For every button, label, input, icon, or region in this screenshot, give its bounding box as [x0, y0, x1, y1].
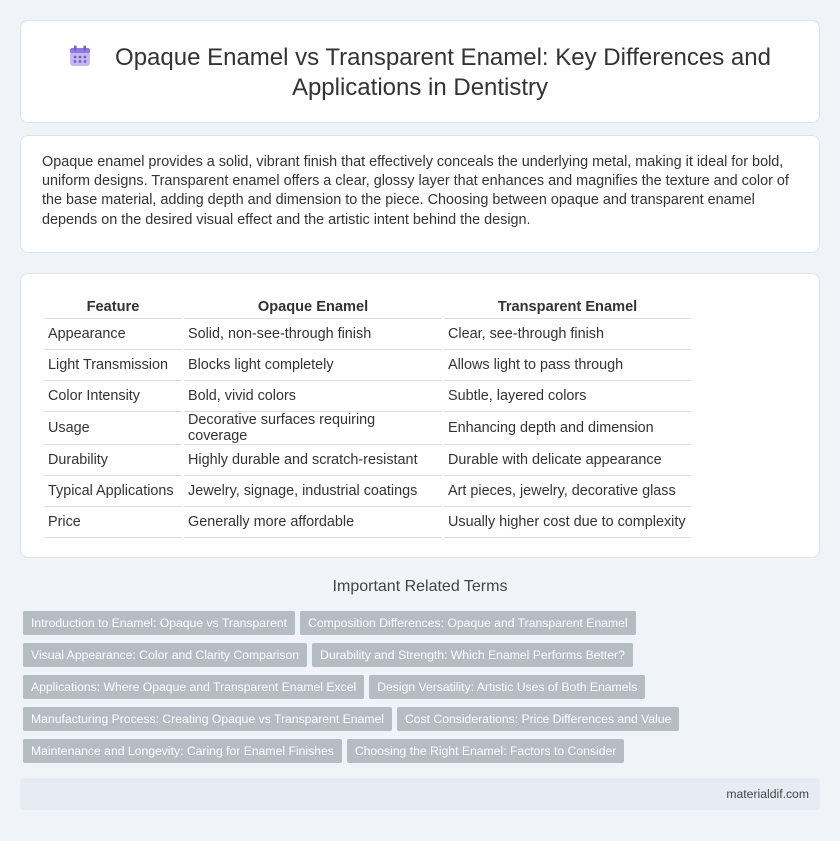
table-row [44, 412, 691, 445]
table-cell: Jewelry, signage, industrial coatings [184, 476, 442, 507]
table-row [44, 445, 691, 476]
table-row [44, 319, 691, 350]
column-header: Transparent Enamel [444, 296, 691, 319]
table-row [44, 350, 691, 381]
table-cell: Solid, non-see-through finish [184, 319, 442, 350]
column-header: Opaque Enamel [184, 296, 442, 319]
tag-row [23, 611, 803, 643]
table-cell: Subtle, layered colors [444, 381, 691, 412]
table-cell: Clear, see-through finish [444, 319, 691, 350]
table-cell: Decorative surfaces requiring coverage [184, 412, 442, 445]
table-cell: Price [44, 507, 182, 538]
related-term-tag[interactable]: Applications: Where Opaque and Transparent Enamel Excel [23, 675, 364, 699]
intro-paragraph: Opaque enamel provides a solid, vibrant finish that effectively conceals the underlying metal, making it ideal for bold, uniform designs. Transparent enamel offers a clear, glossy layer that enhances and magnifies the texture and color of the base material, adding depth and dimension to the piece. Choosing between opaque and transparent enamel depends on the desired visual effect and the artistic intent behind the design. [42, 154, 789, 228]
footer-site-link[interactable]: materialdif.com [726, 787, 809, 801]
table-row [44, 476, 691, 507]
table-cell: Bold, vivid colors [184, 381, 442, 412]
tag-row [23, 675, 803, 707]
table-cell: Enhancing depth and dimension [444, 412, 691, 445]
table-cell: Highly durable and scratch-resistant [184, 445, 442, 476]
table-row [44, 381, 691, 412]
page-title [21, 43, 819, 103]
table-cell: Art pieces, jewelry, decorative glass [444, 476, 691, 507]
header-card [20, 20, 820, 123]
related-term-tag[interactable]: Visual Appearance: Color and Clarity Comparison [23, 643, 307, 667]
tag-row [23, 643, 803, 675]
table-cell: Durable with delicate appearance [444, 445, 691, 476]
comparison-card [20, 273, 820, 558]
table-cell: Usually higher cost due to complexity [444, 507, 691, 538]
related-term-tag[interactable]: Durability and Strength: Which Enamel Performs Better? [312, 643, 633, 667]
table-cell: Light Transmission [44, 350, 182, 381]
related-terms-heading: Important Related Terms [332, 578, 508, 595]
table-cell: Usage [44, 412, 182, 445]
table-cell: Blocks light completely [184, 350, 442, 381]
related-term-tag[interactable]: Cost Considerations: Price Differences and Value [397, 707, 679, 731]
table-cell: Allows light to pass through [444, 350, 691, 381]
table-cell: Durability [44, 445, 182, 476]
related-term-tag[interactable]: Maintenance and Longevity: Caring for Enamel Finishes [23, 739, 342, 763]
footer [20, 778, 820, 810]
table-header-row [44, 296, 691, 319]
table-cell: Color Intensity [44, 381, 182, 412]
related-terms-list [23, 611, 803, 771]
related-term-tag[interactable]: Introduction to Enamel: Opaque vs Transparent [23, 611, 295, 635]
title-line-2: Applications in Dentistry [291, 74, 549, 101]
tag-row [23, 707, 803, 739]
comparison-table [42, 296, 693, 538]
related-term-tag[interactable]: Choosing the Right Enamel: Factors to Consider [347, 739, 624, 763]
table-cell: Generally more affordable [184, 507, 442, 538]
table-row [44, 507, 691, 538]
related-term-tag[interactable]: Composition Differences: Opaque and Transparent Enamel [300, 611, 636, 635]
intro-card [20, 135, 820, 253]
column-header: Feature [44, 296, 182, 319]
title-line-1: Opaque Enamel vs Transparent Enamel: Key Differences and [115, 44, 771, 71]
tag-row [23, 739, 803, 771]
calendar-grid-icon [69, 45, 91, 67]
table-cell: Appearance [44, 319, 182, 350]
related-term-tag[interactable]: Manufacturing Process: Creating Opaque vs Transparent Enamel [23, 707, 392, 731]
table-cell: Typical Applications [44, 476, 182, 507]
related-term-tag[interactable]: Design Versatility: Artistic Uses of Both Enamels [369, 675, 645, 699]
